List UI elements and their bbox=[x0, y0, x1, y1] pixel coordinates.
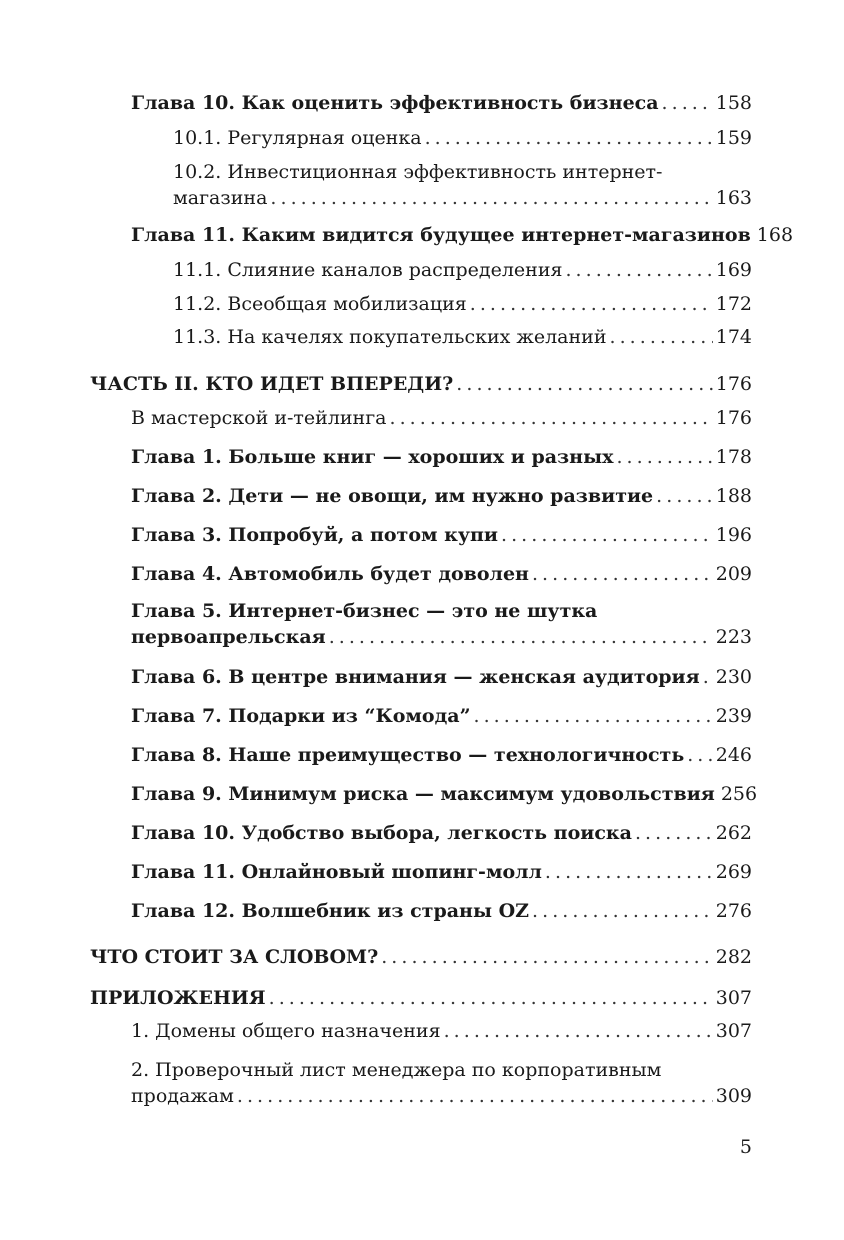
toc-entry-title: 11.1. Слияние каналов распределения bbox=[173, 259, 563, 281]
toc-entry-page: 158 bbox=[715, 92, 752, 114]
dot-leader bbox=[532, 898, 713, 924]
toc-entry-title: Глава 8. Наше преимущество — технологичность bbox=[131, 744, 685, 766]
page-number: 5 bbox=[739, 1136, 752, 1158]
toc-entry-page: 178 bbox=[715, 446, 752, 468]
toc-entry-title: Глава 11. Каким видится будущее интернет-магазинов bbox=[131, 224, 751, 246]
toc-entry-title: ЧАСТЬ II. КТО ИДЕТ ВПЕРЕДИ? bbox=[90, 373, 454, 395]
toc-entry-page: 262 bbox=[715, 822, 752, 844]
toc-entry-page: 246 bbox=[715, 744, 752, 766]
toc-entry-title: Глава 12. Волшебник из страны OZ bbox=[131, 900, 530, 922]
toc-entry-chapter[interactable] bbox=[131, 820, 752, 846]
dot-leader bbox=[616, 444, 712, 470]
dot-leader bbox=[501, 522, 713, 548]
toc-entry-title: Глава 1. Больше книг — хороших и разных bbox=[131, 446, 614, 468]
toc-entry-title-line1: 10.2. Инвестиционная эффективность интернет- bbox=[173, 161, 663, 183]
toc-entry-intro[interactable] bbox=[131, 405, 752, 431]
toc-entry-chapter[interactable] bbox=[131, 664, 752, 690]
toc-entry-title: Глава 2. Дети — не овощи, им нужно развитие bbox=[131, 485, 654, 507]
toc-entry-section[interactable] bbox=[173, 291, 752, 317]
toc-entry-page: 256 bbox=[720, 783, 758, 805]
dot-leader bbox=[269, 985, 713, 1011]
toc-entry-title: В мастерской и-тейлинга bbox=[131, 407, 387, 429]
dot-leader bbox=[703, 664, 713, 690]
toc-entry-section[interactable] bbox=[173, 324, 752, 350]
toc-entry-section[interactable] bbox=[173, 125, 752, 151]
toc-entry-title: 1. Домены общего назначения bbox=[131, 1020, 441, 1042]
toc-entry-appendix[interactable] bbox=[131, 1018, 752, 1044]
toc-entry-part[interactable] bbox=[90, 944, 752, 970]
toc-entry-appendix[interactable] bbox=[131, 1057, 752, 1109]
toc-entry-page: 163 bbox=[715, 187, 752, 209]
dot-leader bbox=[656, 483, 713, 509]
dot-leader bbox=[237, 1083, 713, 1109]
toc-entry-page: 176 bbox=[715, 373, 752, 395]
dot-leader bbox=[474, 703, 713, 729]
toc-entry-chapter[interactable] bbox=[131, 898, 752, 924]
dot-leader bbox=[444, 1018, 713, 1044]
dot-leader bbox=[456, 371, 712, 397]
dot-leader bbox=[565, 257, 712, 283]
toc-entry-title: ПРИЛОЖЕНИЯ bbox=[90, 987, 266, 1009]
toc-entry-title-line1: 2. Проверочный лист менеджера по корпоративным bbox=[131, 1059, 662, 1081]
toc-entry-page: 269 bbox=[715, 861, 752, 883]
toc-entry-title: первоапрельская bbox=[131, 626, 326, 648]
toc-entry-title: Глава 4. Автомобиль будет доволен bbox=[131, 563, 529, 585]
toc-entry-page: 176 bbox=[715, 407, 752, 429]
toc-entry-chapter[interactable] bbox=[131, 561, 752, 587]
toc-entry-title-line1: Глава 5. Интернет-бизнес — это не шутка bbox=[131, 600, 598, 622]
toc-entry-page: 196 bbox=[715, 524, 752, 546]
toc-entry-title: Глава 10. Как оценить эффективность бизнеса bbox=[131, 92, 659, 114]
toc-entry-page: 209 bbox=[715, 563, 752, 585]
toc-entry-title: продажам bbox=[131, 1085, 234, 1107]
toc-entry-part[interactable] bbox=[90, 985, 752, 1011]
toc-entry-chapter[interactable] bbox=[131, 90, 752, 116]
toc-entry-title: 11.3. На качелях покупательских желаний bbox=[173, 326, 607, 348]
toc-entry-page: 309 bbox=[715, 1085, 752, 1107]
toc-entry-page: 223 bbox=[715, 626, 752, 648]
dot-leader bbox=[470, 291, 713, 317]
toc-entry-page: 307 bbox=[715, 1020, 752, 1042]
toc-entry-chapter[interactable] bbox=[131, 522, 752, 548]
toc-entry-title: магазина bbox=[173, 187, 268, 209]
dot-leader bbox=[635, 820, 713, 846]
toc-entry-title: Глава 9. Минимум риска — максимум удовольствия bbox=[131, 783, 715, 805]
toc-entry-page: 276 bbox=[715, 900, 752, 922]
toc-entry-chapter[interactable] bbox=[131, 222, 794, 248]
toc-entry-page: 239 bbox=[715, 705, 752, 727]
toc-entry-chapter[interactable] bbox=[131, 483, 752, 509]
dot-leader bbox=[687, 742, 713, 768]
toc-entry-page: 230 bbox=[715, 666, 752, 688]
toc-entry-title: ЧТО СТОИТ ЗА СЛОВОМ? bbox=[90, 946, 379, 968]
dot-leader bbox=[532, 561, 713, 587]
dot-leader bbox=[545, 859, 713, 885]
toc-entry-title: Глава 10. Удобство выбора, легкость поиска bbox=[131, 822, 632, 844]
toc-entry-page: 307 bbox=[715, 987, 752, 1009]
toc-entry-page: 174 bbox=[715, 326, 752, 348]
dot-leader bbox=[329, 624, 713, 650]
toc-entry-page: 159 bbox=[715, 127, 752, 149]
toc-entry-chapter[interactable] bbox=[131, 859, 752, 885]
toc-entry-chapter[interactable] bbox=[131, 781, 758, 807]
toc-entry-title: Глава 7. Подарки из “Комода” bbox=[131, 705, 471, 727]
toc-entry-page: 172 bbox=[715, 293, 752, 315]
toc-entry-title: Глава 3. Попробуй, а потом купи bbox=[131, 524, 498, 546]
toc-entry-chapter[interactable] bbox=[131, 703, 752, 729]
toc-entry-title: Глава 6. В центре внимания — женская аудитория bbox=[131, 666, 700, 688]
dot-leader bbox=[270, 185, 712, 211]
dot-leader bbox=[390, 405, 713, 431]
toc-entry-chapter[interactable] bbox=[131, 444, 752, 470]
toc-entry-title: 10.1. Регулярная оценка bbox=[173, 127, 422, 149]
toc-entry-section[interactable] bbox=[173, 257, 752, 283]
toc-entry-part[interactable] bbox=[90, 371, 752, 397]
toc-entry-page: 169 bbox=[715, 259, 752, 281]
toc-entry-page: 168 bbox=[756, 224, 794, 246]
toc-entry-page: 282 bbox=[715, 946, 752, 968]
toc-entry-section[interactable] bbox=[173, 159, 752, 211]
toc-entry-page: 188 bbox=[715, 485, 752, 507]
dot-leader bbox=[662, 90, 713, 116]
toc-entry-title: 11.2. Всеобщая мобилизация bbox=[173, 293, 467, 315]
dot-leader bbox=[610, 324, 713, 350]
toc-entry-chapter[interactable] bbox=[131, 742, 752, 768]
dot-leader bbox=[425, 125, 713, 151]
dot-leader bbox=[381, 944, 713, 970]
toc-entry-chapter[interactable] bbox=[131, 598, 752, 650]
toc-entry-title: Глава 11. Онлайновый шопинг-молл bbox=[131, 861, 542, 883]
